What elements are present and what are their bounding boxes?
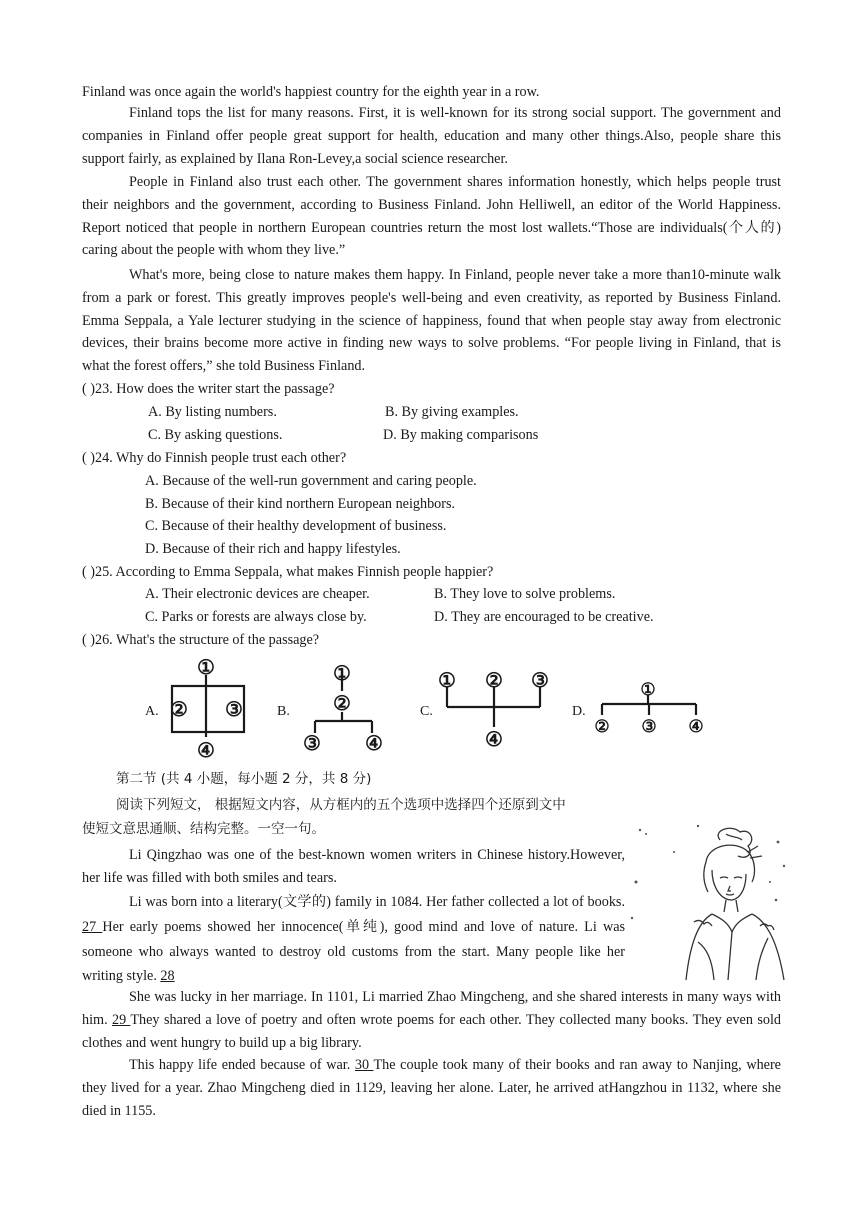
- diagram-b-node-4: ④: [365, 733, 383, 755]
- li-paragraph-3: [82, 986, 781, 1054]
- blank-27: 27: [82, 918, 103, 935]
- li-paragraph-3-text-a: She was lucky in her marriage. In 1101, Li married Zhao Mingcheng, and she shared interests in many ways with him.: [82, 989, 781, 1028]
- diagram-label-a: A.: [145, 704, 159, 719]
- li-paragraph-4-text-a: This happy life ended because of war.: [129, 1057, 355, 1073]
- diagram-b-node-1: ①: [333, 663, 351, 685]
- option-23-b: B. By giving examples.: [385, 404, 519, 420]
- li-paragraph-2-text-b: Her early poems showed her innocence(单纯), good mind and love of nature. Li was someone who always wanted to destroy old customs from the start. Many people like her writing style.: [82, 918, 626, 985]
- blank-28: 28: [160, 968, 175, 985]
- structure-diagrams: [140, 655, 720, 763]
- li-paragraph-2: [82, 890, 625, 989]
- diagram-label-b: B.: [277, 704, 290, 719]
- question-23: ( )23. How does the writer start the passage?: [82, 381, 335, 397]
- question-26: ( )26. What's the structure of the passage?: [82, 632, 320, 648]
- passage-paragraph-3: What's more, being close to nature makes them happy. In Finland, people never take a more than10-minute walk from a park or forest. This greatly improves people's well-being and even creativity, as reported by Business Finland. Emma Seppala, a Yale lecturer studying in the science of happiness, found that when people stay away from electronic devices, their brains become more active in finding new ways to solve problems. “For people living in Finland, that is what the forest offers,” she told Business Finland.: [82, 267, 781, 375]
- diagram-a-node-4: ④: [197, 740, 215, 762]
- option-23-a: A. By listing numbers.: [148, 404, 277, 420]
- diagram-c-node-1: ①: [438, 670, 456, 692]
- option-23-c: C. By asking questions.: [148, 427, 283, 443]
- diagram-c-node-2: ②: [485, 670, 503, 692]
- question-24: ( )24. Why do Finnish people trust each other?: [82, 450, 347, 466]
- diagram-d-node-1: ①: [640, 680, 656, 699]
- section-2-instruction-2: 使短文意思通顺、结构完整。一空一句。: [82, 821, 325, 837]
- li-paragraph-3-text-b: They shared a love of poetry and often wrote poems for each other. They collected many books. They even sold clothes and went hungry to build up a big library.: [82, 1011, 781, 1051]
- option-25-d: D. They are encouraged to be creative.: [434, 609, 654, 625]
- diagram-a-node-1: ①: [197, 657, 215, 679]
- li-paragraph-2-text-a: Li was born into a literary(文学的) family in 1084. Her father collected a lot of books.: [129, 894, 625, 910]
- option-24-b: B. Because of their kind northern European neighbors.: [145, 496, 456, 512]
- option-24-c: C. Because of their healthy development of business.: [145, 518, 447, 534]
- diagram-d-node-4: ④: [688, 717, 704, 736]
- option-25-a: A. Their electronic devices are cheaper.: [145, 586, 370, 602]
- diagram-a-node-3: ③: [225, 699, 243, 721]
- section-2-heading: 第二节 (共 4 小题，每小题 2 分，共 8 分): [116, 771, 372, 787]
- li-paragraph-4-text-b: The couple took many of their books and ran away to Nanjing, where they lived for a year. Zhao Mingcheng died in 1129, leaving her alone. Later, he arrived atHangzhou in 1132, where she died in 1155.: [82, 1057, 781, 1119]
- option-24-a: A. Because of the well-run government and caring people.: [145, 473, 477, 489]
- option-23-d: D. By making comparisons: [383, 427, 539, 443]
- intro-line: Finland was once again the world's happiest country for the eighth year in a row.: [82, 84, 540, 100]
- diagram-a-node-2: ②: [170, 699, 188, 721]
- li-paragraph-1: Li Qingzhao was one of the best-known women writers in Chinese history.However, her life was filled with both smiles and tears.: [82, 847, 625, 886]
- diagram-b-node-3: ③: [303, 733, 321, 755]
- passage-paragraph-1: Finland tops the list for many reasons. First, it is well-known for its strong social support. The government and companies in Finland offer people great support for health, education and many other things.Also, people share this support fairly, as explained by Ilana Ron-Levey,a social science researcher.: [82, 105, 781, 167]
- diagram-d-node-2: ②: [594, 717, 610, 736]
- option-25-c: C. Parks or forests are always close by.: [145, 609, 367, 625]
- diagram-label-c: C.: [420, 704, 433, 719]
- diagram-d-node-3: ③: [641, 717, 657, 736]
- passage-paragraph-2: People in Finland also trust each other. The government shares information honestly, which helps people trust their neighbors and the government, according to Business Finland. John Helliwell, an editor of the World Happiness. Report noticed that people in northern European countries return the most lost wallets.“Those are individuals(个人的) caring about the people with whom they live.”: [82, 174, 781, 259]
- diagram-c-node-3: ③: [531, 670, 549, 692]
- option-24-d: D. Because of their rich and happy lifestyles.: [145, 541, 401, 557]
- diagram-label-d: D.: [572, 704, 586, 719]
- li-paragraph-4: [82, 1054, 781, 1122]
- diagram-c-node-4: ④: [485, 729, 503, 751]
- li-qingzhao-portrait: [628, 822, 790, 982]
- question-25: ( )25. According to Emma Seppala, what makes Finnish people happier?: [82, 564, 494, 580]
- blank-29: 29: [112, 1011, 131, 1028]
- diagram-b-node-2: ②: [333, 693, 351, 715]
- option-25-b: B. They love to solve problems.: [434, 586, 616, 602]
- blank-30: 30: [354, 1057, 374, 1073]
- section-2-instruction-1: 阅读下列短文， 根据短文内容，从方框内的五个选项中选择四个还原到文中: [116, 797, 566, 813]
